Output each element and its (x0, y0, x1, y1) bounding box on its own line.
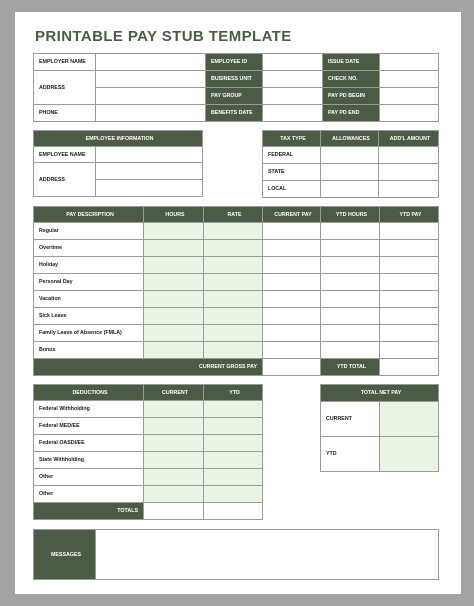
ytd-pay-field[interactable] (380, 240, 439, 257)
employer-address-line2[interactable] (96, 88, 206, 105)
ytd-pay-field[interactable] (380, 342, 439, 359)
net-pay-table (320, 384, 439, 472)
tax-addl-amount-field[interactable] (379, 147, 439, 164)
net-pay-ytd-label: YTD (321, 437, 380, 472)
deduction-row-label: Federal Withholding (34, 401, 144, 418)
rate-field[interactable] (204, 223, 263, 240)
ytd-pay-field[interactable] (380, 257, 439, 274)
ytd-pay-field[interactable] (380, 274, 439, 291)
pay-pd-end-field[interactable] (380, 105, 439, 122)
business-unit-label: BUSINESS UNIT (206, 71, 263, 88)
totals-label: TOTALS (34, 503, 144, 520)
current-gross-pay-field[interactable] (263, 359, 321, 376)
deduction-current-field[interactable] (144, 486, 204, 503)
rate-header: RATE (204, 207, 263, 223)
employee-id-label: EMPLOYEE ID (206, 54, 263, 71)
hours-field[interactable] (144, 274, 204, 291)
rate-field[interactable] (204, 342, 263, 359)
pay-group-field[interactable] (263, 88, 323, 105)
tax-type-header: TAX TYPE (263, 131, 321, 147)
phone-label: PHONE (34, 105, 96, 122)
net-pay-current-label: CURRENT (321, 402, 380, 437)
hours-field[interactable] (144, 342, 204, 359)
ytd-hours-field[interactable] (321, 325, 380, 342)
current-pay-field[interactable] (263, 291, 321, 308)
deduction-ytd-field[interactable] (204, 435, 263, 452)
business-unit-field[interactable] (263, 71, 323, 88)
pay-row-label: Sick Leave (34, 308, 144, 325)
issue-date-field[interactable] (380, 54, 439, 71)
employee-info-header: EMPLOYEE INFORMATION (34, 131, 203, 147)
employee-address-line2[interactable] (96, 180, 203, 197)
tax-table (262, 130, 439, 198)
net-pay-current-field[interactable] (380, 402, 439, 437)
pay-row-label: Personal Day (34, 274, 144, 291)
ytd-hours-field[interactable] (321, 274, 380, 291)
messages-table (33, 529, 439, 580)
allowances-header: ALLOWANCES (321, 131, 379, 147)
deduction-ytd-field[interactable] (204, 452, 263, 469)
messages-label: MESSAGES (34, 530, 96, 580)
pay-row-label: Holiday (34, 257, 144, 274)
deduction-ytd-field[interactable] (204, 418, 263, 435)
ytd-pay-field[interactable] (380, 308, 439, 325)
ytd-pay-field[interactable] (380, 325, 439, 342)
employee-info-table (33, 130, 203, 197)
deduction-ytd-field[interactable] (204, 486, 263, 503)
totals-current-field[interactable] (144, 503, 204, 520)
deduction-current-field[interactable] (144, 452, 204, 469)
messages-field[interactable] (96, 530, 439, 580)
employer-address-label: ADDRESS (34, 71, 96, 105)
deduction-ytd-field[interactable] (204, 401, 263, 418)
addl-amount-header: ADD'L AMOUNT (379, 131, 439, 147)
phone-field[interactable] (96, 105, 206, 122)
rate-field[interactable] (204, 240, 263, 257)
pay-row-label: Vacation (34, 291, 144, 308)
deduction-row-label: Federal OASDI/EE (34, 435, 144, 452)
tax-allowances-field[interactable] (321, 164, 379, 181)
employer-name-field[interactable] (96, 54, 206, 71)
pay-group-label: PAY GROUP (206, 88, 263, 105)
rate-field[interactable] (204, 325, 263, 342)
current-pay-field[interactable] (263, 342, 321, 359)
totals-ytd-field[interactable] (204, 503, 263, 520)
deduction-current-field[interactable] (144, 401, 204, 418)
page-title: PRINTABLE PAY STUB TEMPLATE (35, 28, 292, 45)
employee-address-line1[interactable] (96, 163, 203, 180)
pay-row-label: Bonus (34, 342, 144, 359)
employer-name-label: EMPLOYER NAME (34, 54, 96, 71)
hours-field[interactable] (144, 223, 204, 240)
pay-description-header: PAY DESCRIPTION (34, 207, 144, 223)
hours-field[interactable] (144, 240, 204, 257)
current-pay-field[interactable] (263, 257, 321, 274)
issue-date-label: ISSUE DATE (323, 54, 380, 71)
ytd-hours-field[interactable] (321, 291, 380, 308)
tax-allowances-field[interactable] (321, 147, 379, 164)
employee-id-field[interactable] (263, 54, 323, 71)
current-pay-field[interactable] (263, 240, 321, 257)
current-pay-field[interactable] (263, 308, 321, 325)
current-pay-field[interactable] (263, 325, 321, 342)
employee-name-field[interactable] (96, 147, 203, 163)
hours-field[interactable] (144, 291, 204, 308)
ytd-total-label: YTD TOTAL (321, 359, 380, 376)
rate-field[interactable] (204, 257, 263, 274)
tax-row-label: STATE (263, 164, 321, 181)
benefits-date-field[interactable] (263, 105, 323, 122)
tax-addl-amount-field[interactable] (379, 164, 439, 181)
tax-row-label: LOCAL (263, 181, 321, 198)
pay-pd-end-label: PAY PD END (323, 105, 380, 122)
ytd-pay-field[interactable] (380, 291, 439, 308)
hours-field[interactable] (144, 325, 204, 342)
check-no-label: CHECK NO. (323, 71, 380, 88)
deduction-current-field[interactable] (144, 435, 204, 452)
hours-field[interactable] (144, 257, 204, 274)
deductions-table (33, 384, 263, 520)
ytd-hours-field[interactable] (321, 240, 380, 257)
hours-field[interactable] (144, 308, 204, 325)
deduction-current-field[interactable] (144, 469, 204, 486)
tax-row-label: FEDERAL (263, 147, 321, 164)
pay-row-label: Family Leave of Absence (FMLA) (34, 325, 144, 342)
check-no-field[interactable] (380, 71, 439, 88)
benefits-date-label: BENEFITS DATE (206, 105, 263, 122)
deduction-row-label: Other (34, 469, 144, 486)
ytd-hours-header: YTD HOURS (321, 207, 380, 223)
employer-address-line1[interactable] (96, 71, 206, 88)
tax-allowances-field[interactable] (321, 181, 379, 198)
employee-name-label: EMPLOYEE NAME (34, 147, 96, 163)
net-pay-header: TOTAL NET PAY (321, 385, 439, 402)
deduction-ytd-field[interactable] (204, 469, 263, 486)
deductions-header: DEDUCTIONS (34, 385, 144, 401)
deduction-row-label: Federal MED/EE (34, 418, 144, 435)
pay-row-label: Overtime (34, 240, 144, 257)
deduction-row-label: State Withholding (34, 452, 144, 469)
employee-address-label: ADDRESS (34, 163, 96, 197)
deductions-ytd-header: YTD (204, 385, 263, 401)
hours-header: HOURS (144, 207, 204, 223)
deduction-current-field[interactable] (144, 418, 204, 435)
ytd-hours-field[interactable] (321, 223, 380, 240)
current-pay-header: CURRENT PAY (263, 207, 321, 223)
employer-table (33, 53, 439, 122)
ytd-hours-field[interactable] (321, 308, 380, 325)
ytd-hours-field[interactable] (321, 257, 380, 274)
rate-field[interactable] (204, 291, 263, 308)
net-pay-ytd-field[interactable] (380, 437, 439, 472)
deductions-current-header: CURRENT (144, 385, 204, 401)
pay-row-label: Regular (34, 223, 144, 240)
deduction-row-label: Other (34, 486, 144, 503)
pay-pd-begin-field[interactable] (380, 88, 439, 105)
rate-field[interactable] (204, 274, 263, 291)
current-pay-field[interactable] (263, 274, 321, 291)
ytd-hours-field[interactable] (321, 342, 380, 359)
current-pay-field[interactable] (263, 223, 321, 240)
rate-field[interactable] (204, 308, 263, 325)
ytd-total-field[interactable] (380, 359, 439, 376)
pay-table (33, 206, 439, 376)
pay-pd-begin-label: PAY PD BEGIN (323, 88, 380, 105)
current-gross-pay-label: CURRENT GROSS PAY (34, 359, 263, 376)
ytd-pay-header: YTD PAY (380, 207, 439, 223)
ytd-pay-field[interactable] (380, 223, 439, 240)
tax-addl-amount-field[interactable] (379, 181, 439, 198)
